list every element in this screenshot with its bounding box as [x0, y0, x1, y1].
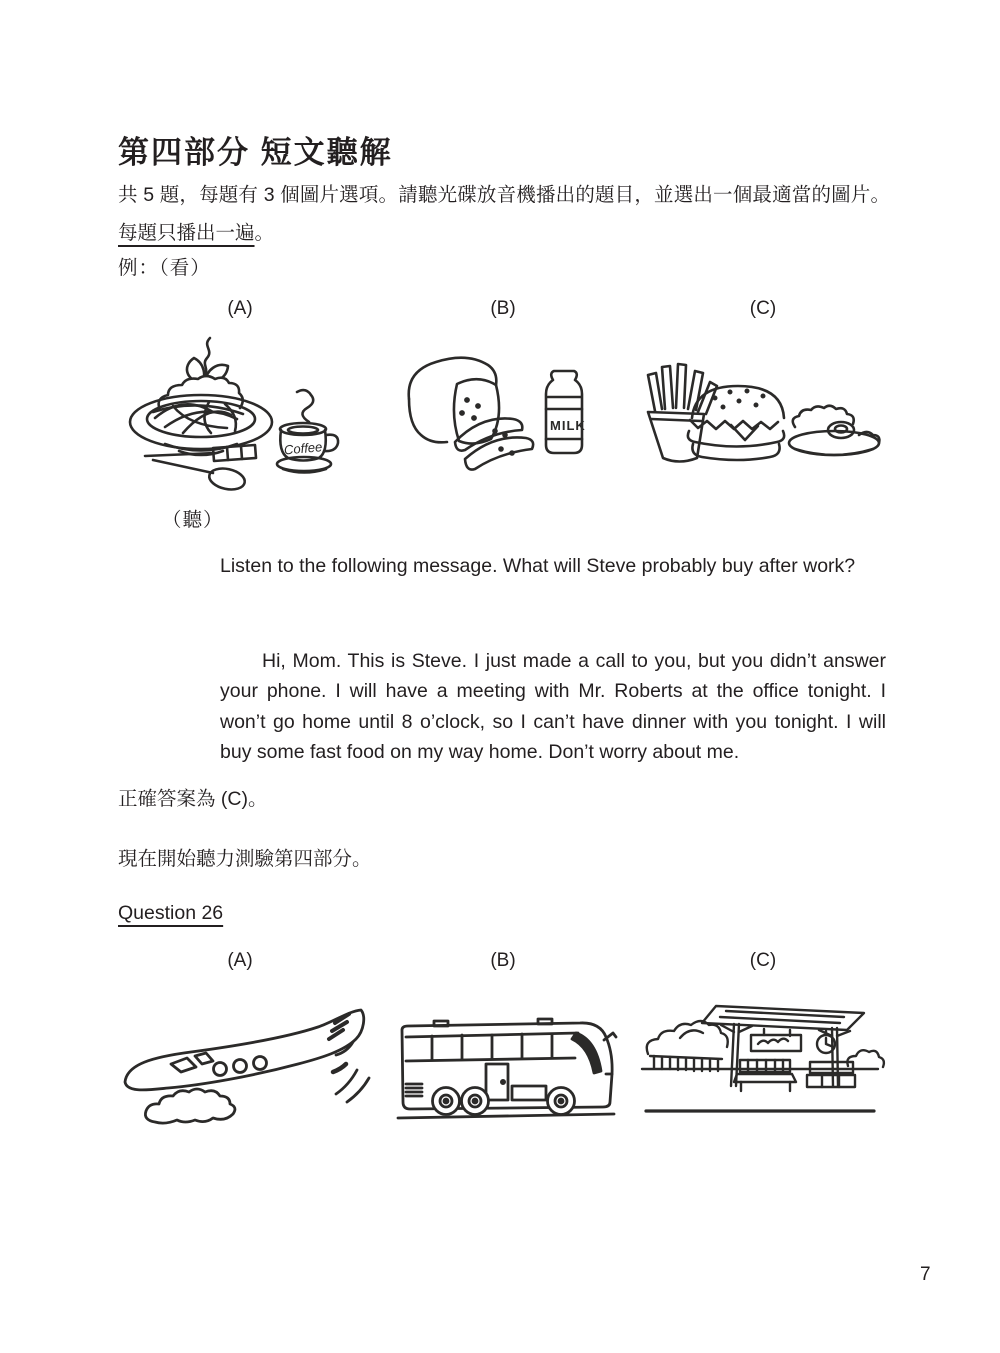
spoon [153, 460, 247, 493]
milk-bottle-label: MILK [550, 418, 586, 433]
example-option-b-image [395, 345, 595, 485]
example-option-a-label: (A) [227, 298, 253, 319]
airplane-illustration [113, 990, 393, 1140]
example-message-text: Hi, Mom. This is Steve. I just made a call to you, but you didn’t answer your phone. I will have a meeting with Mr. Roberts at the office tonight. I won’t go home until 8 o’clock, so I can’t have dinner with you tonight. I will buy some fast food on my way home. Don’t worry about me. [220, 649, 886, 763]
instructions-underlined: 每題只播出一遍 [118, 221, 255, 244]
example-question-text: Listen to the following message. What will Steve probably buy after work? [220, 554, 856, 577]
bread-and-milk-illustration [395, 345, 595, 485]
question-26-option-c-label: (C) [749, 950, 777, 971]
bus-station-illustration [630, 990, 890, 1140]
left-bench [734, 1060, 796, 1091]
coffee-cup [277, 390, 338, 472]
bread-loaf [409, 358, 499, 444]
example-option-a-image [113, 330, 353, 500]
nuggets-plate [789, 406, 879, 455]
instructions-suffix: 。 [254, 221, 275, 244]
bus-illustration [390, 1000, 630, 1130]
cloud [145, 1089, 235, 1123]
question-26-option-a-label: (A) [227, 950, 253, 971]
station-sign [751, 1029, 801, 1051]
example-listen-label: （聽） [162, 509, 224, 531]
coffee-cup-label: Coffee [283, 439, 323, 458]
spaghetti-and-coffee-illustration [113, 330, 353, 500]
section-title: 第四部分 短文聽解 [118, 134, 393, 170]
airplane [125, 1010, 369, 1102]
instructions-main: 共 5 題，每題有 3 個圖片選項。請聽光碟放音機播出的題目，並選出一個最適當的圖片。 [118, 183, 890, 206]
milk-bottle [546, 371, 586, 453]
question-26-option-a-image [113, 990, 393, 1140]
example-see-label: 例：（看） [118, 257, 211, 279]
fast-food-illustration [635, 345, 885, 485]
shelter-roof [702, 1006, 864, 1030]
instructions [118, 176, 890, 252]
fork [145, 445, 256, 461]
example-option-c-label: (C) [749, 298, 777, 319]
question-26-option-b-image [390, 1000, 630, 1130]
correct-answer-note: 正確答案為 (C)。 [118, 788, 268, 810]
shelter-posts [721, 1024, 850, 1086]
page-number: 7 [920, 1264, 931, 1285]
question-26-option-b-label: (B) [490, 950, 516, 971]
start-note: 現在開始聽力測驗第四部分。 [118, 848, 372, 870]
french-fries [648, 364, 717, 462]
question-26-label: Question 26 [118, 902, 224, 924]
ground-line [398, 1114, 614, 1118]
question-26-option-c-image [630, 990, 890, 1140]
example-option-c-image [635, 345, 885, 485]
example-option-b-label: (B) [490, 298, 516, 319]
question-26-heading [118, 902, 223, 925]
